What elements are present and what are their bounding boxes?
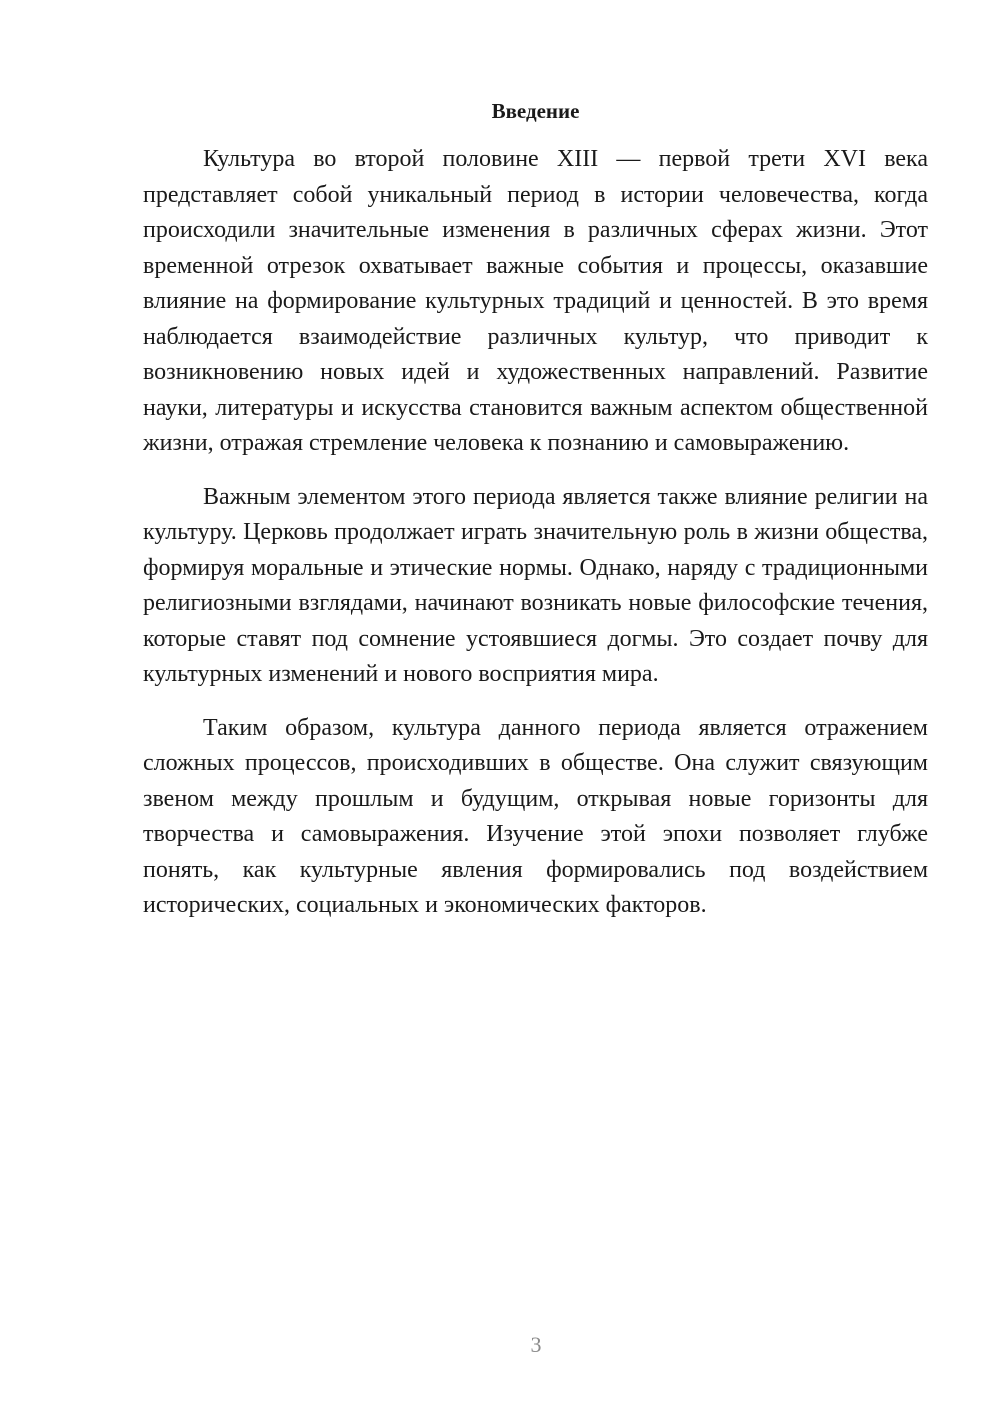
page-number: 3 (530, 1332, 542, 1357)
paragraph: Культура во второй половине XIII — первой трети XVI века представляет собой уникальный период в истории человечества, когда происходили значительные изменения в различных сферах жизни. Этот временной отрезок охватывает важные события и процессы, оказавшие влияние на формирование культурных традиций и ценностей. В это время наблюдается взаимодействие различных культур, что приводит к возникновению новых идей и художественных направлений. Развитие науки, литературы и искусства становится важным аспектом общественной жизни, отражая стремление человека к познанию и самовыражению. (143, 146, 928, 456)
paragraph: Таким образом, культура данного периода является отражением сложных процессов, происходивших в обществе. Она служит связующим звеном между прошлым и будущим, открывая новые горизонты для творчества и самовыражения. Изучение этой эпохи позволяет глубже понять, как культурные явления формировались под воздействием исторических, социальных и экономических факторов. (143, 714, 928, 918)
paragraph: Важным элементом этого периода является также влияние религии на культуру. Церковь продолжает играть значительную роль в жизни общества, формируя моральные и этические нормы. Однако, наряду с традиционными религиозными взглядами, начинают возникать новые философские течения, которые ставят под сомнение устоявшиеся догмы. Это создает почву для культурных изменений и нового восприятия мира. (143, 483, 928, 687)
section-heading: Введение (491, 99, 580, 123)
body-text (143, 142, 928, 942)
